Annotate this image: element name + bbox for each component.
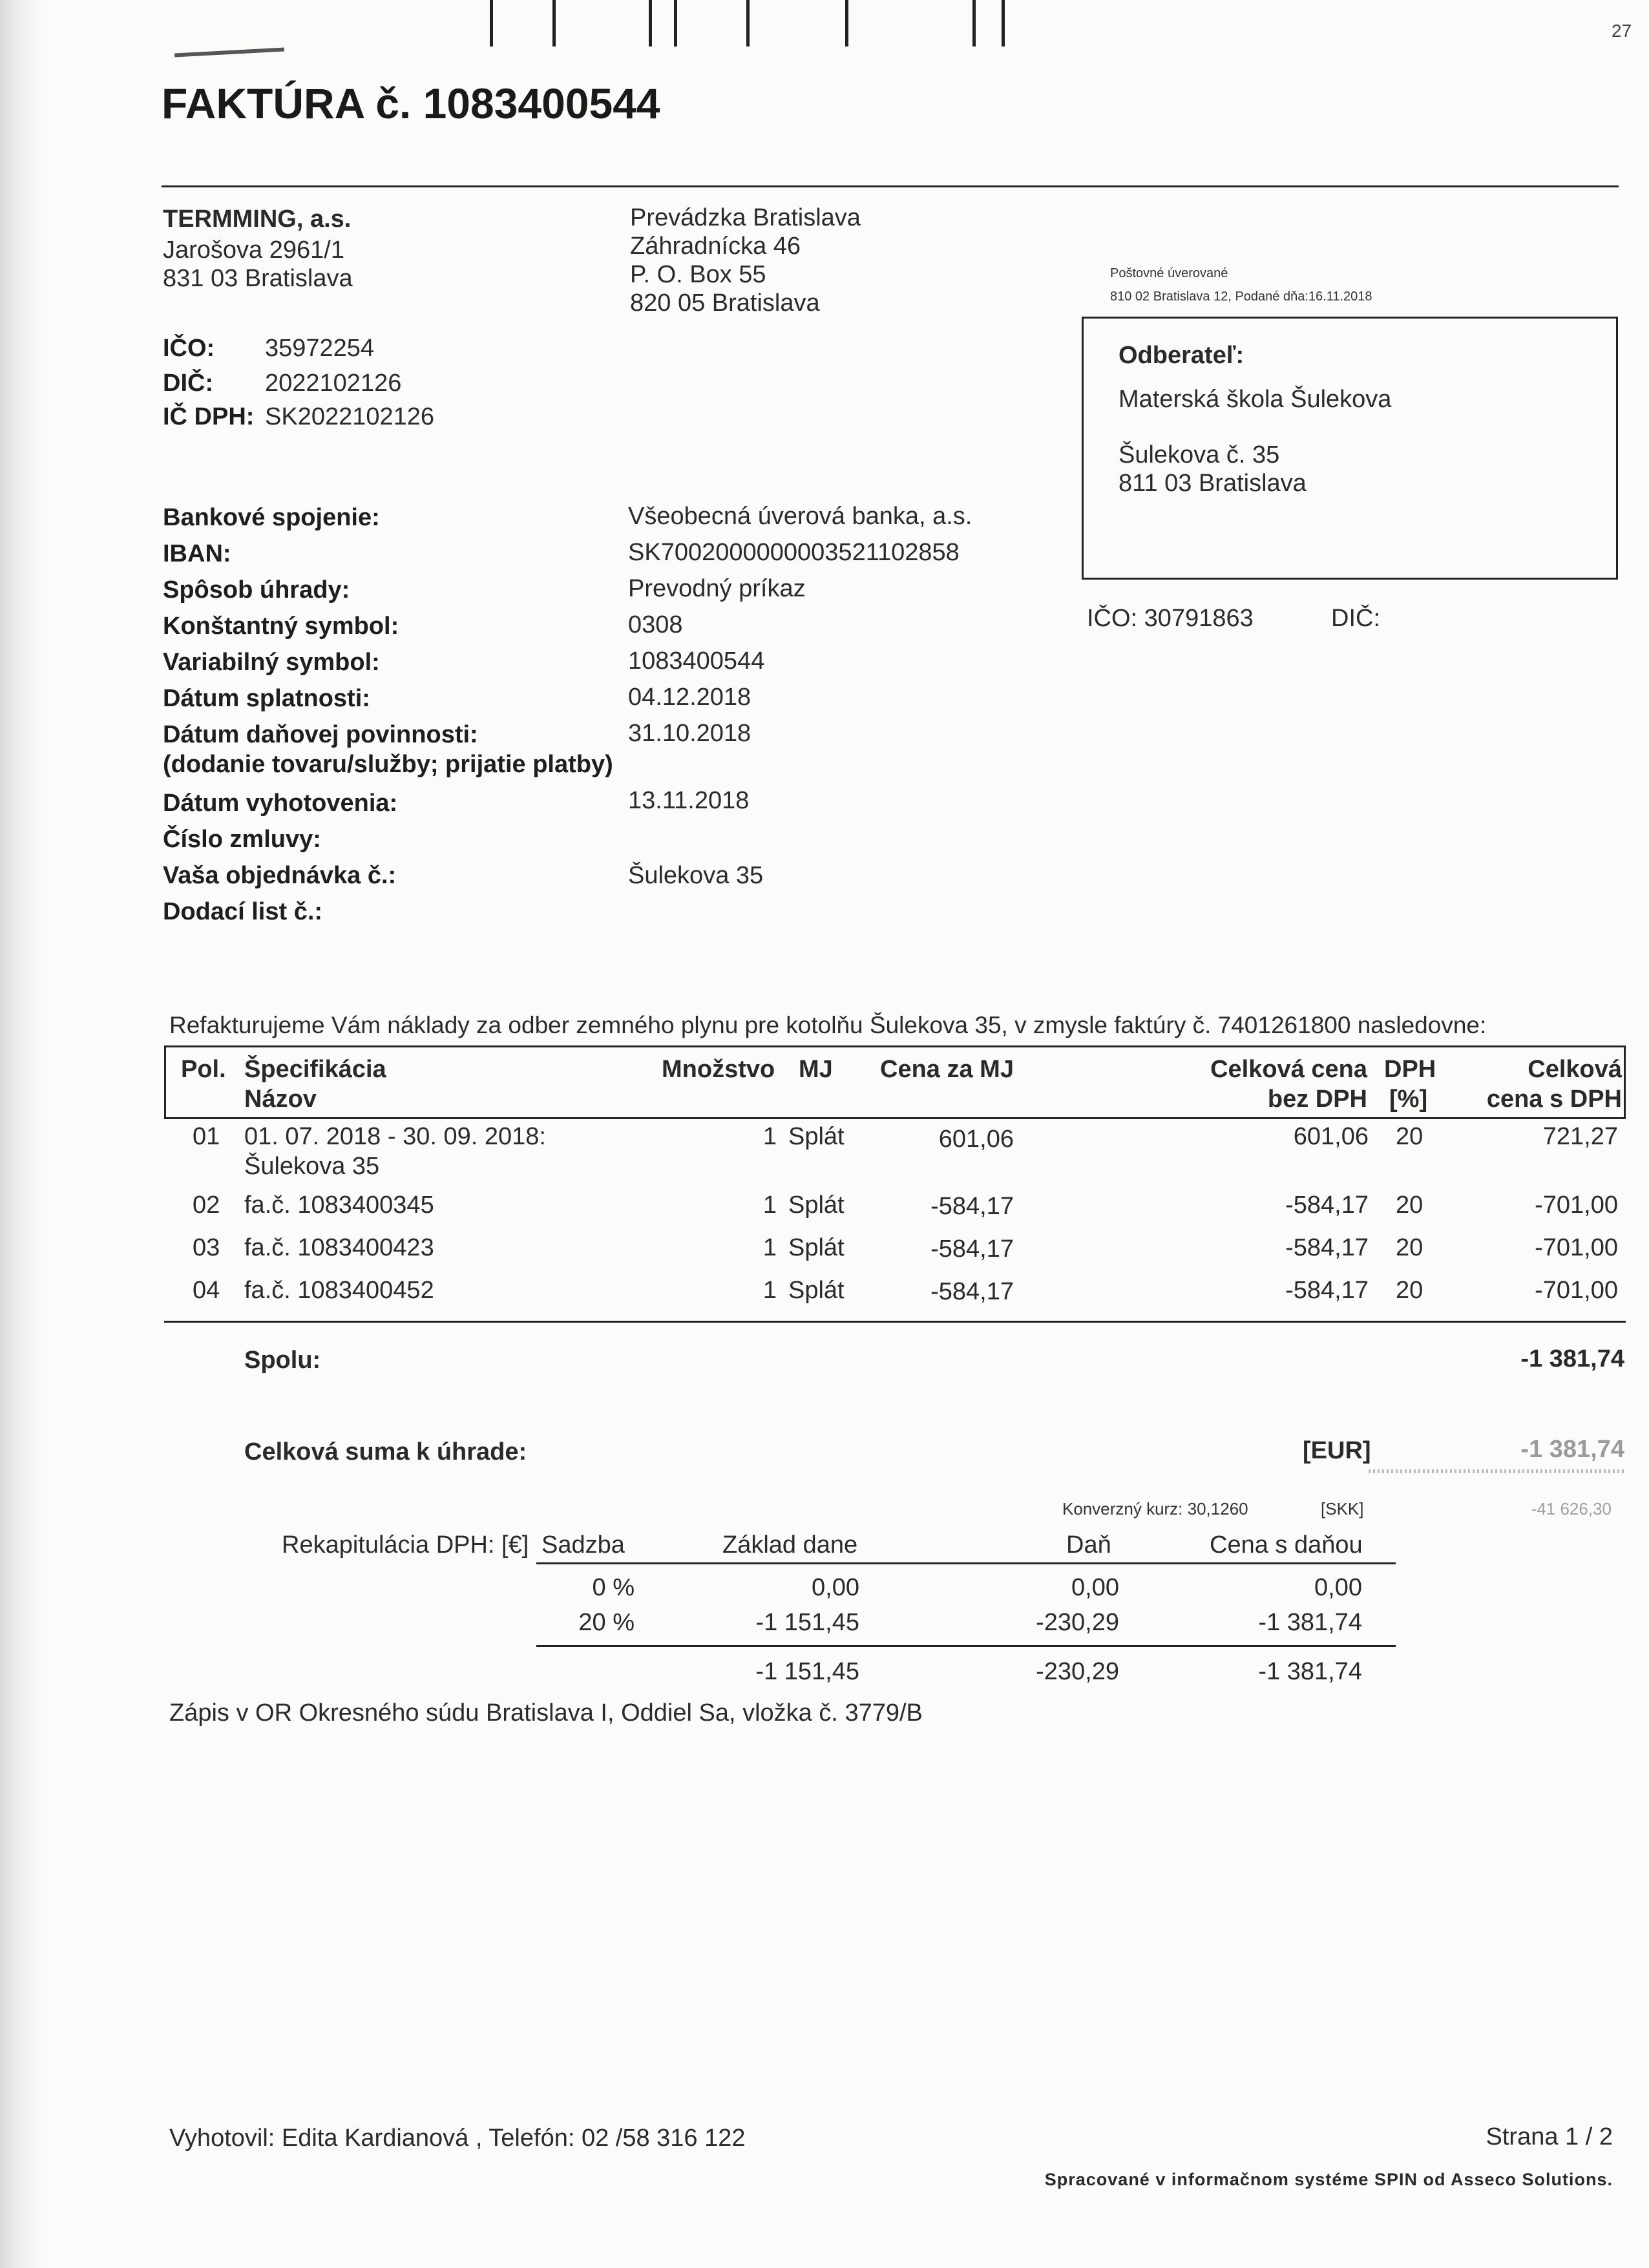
vat-tax: -230,29 (1036, 1609, 1119, 1636)
page-number: 27 (1612, 21, 1632, 41)
detail-value: 31.10.2018 (628, 720, 751, 747)
col-header-mnozstvo: Množstvo (662, 1056, 775, 1083)
customer-city: 811 03 Bratislava (1119, 470, 1307, 497)
suma-underline (1369, 1469, 1624, 1473)
detail-value: 1083400544 (628, 647, 765, 675)
supplier-icdph-label: IČ DPH: (163, 403, 255, 430)
row-dph: 20 (1396, 1192, 1423, 1219)
customer-ico: IČO: 30791863 (1087, 605, 1254, 632)
supplier-ico-label: IČO: (163, 335, 215, 362)
detail-label: Dátum splatnosti: (163, 685, 370, 712)
footer-author: Vyhotovil: Edita Kardianová , Telefón: 02 /58 316 122 (169, 2125, 746, 2152)
suma-label: Celková suma k úhrade: (244, 1438, 527, 1465)
spolu-value: -1 381,74 (1520, 1345, 1624, 1372)
customer-label: Odberateľ: (1119, 342, 1245, 369)
table-bottom-divider (164, 1321, 1626, 1323)
vat-total-base: -1 151,45 (755, 1658, 859, 1685)
row-pol: 02 (193, 1192, 220, 1219)
col-header-pol: Pol. (181, 1056, 226, 1083)
vat-base: -1 151,45 (755, 1609, 859, 1636)
row-pol: 03 (193, 1234, 220, 1261)
detail-value: Všeobecná úverová banka, a.s. (628, 503, 972, 530)
detail-label: Dátum daňovej povinnosti: (163, 721, 478, 748)
detail-label: Vaša objednávka č.: (163, 862, 397, 889)
row-mj: Splát (788, 1277, 845, 1304)
vat-base: 0,00 (812, 1574, 859, 1601)
supplier-name: TERMMING, a.s. (163, 205, 352, 233)
detail-value: SK7002000000003521102858 (628, 539, 960, 566)
vat-rate: 20 % (578, 1609, 635, 1636)
conversion-rate: Konverzný kurz: 30,1260 (1062, 1499, 1248, 1518)
vat-rate: 0 % (592, 1574, 635, 1601)
supplier-dic: 2022102126 (265, 370, 402, 397)
row-qty: 1 (762, 1277, 777, 1304)
branch-city: 820 05 Bratislava (630, 289, 820, 317)
branch-pobox: P. O. Box 55 (630, 261, 766, 288)
row-spec: fa.č. 1083400452 (244, 1277, 434, 1304)
row-pol: 04 (193, 1277, 220, 1304)
col-header-celkova: Celková cena (1210, 1056, 1367, 1083)
spolu-label: Spolu: (244, 1347, 321, 1374)
row-unit: 601,06 (938, 1126, 1014, 1153)
row-mj: Splát (788, 1123, 845, 1150)
col-header-spec: Špecifikácia (244, 1056, 386, 1083)
row-gross: -701,00 (1535, 1192, 1618, 1219)
row-pol: 01 (193, 1123, 220, 1150)
vat-total-gross: -1 381,74 (1258, 1658, 1362, 1685)
detail-value: 13.11.2018 (628, 787, 750, 814)
col-header-sdph-2: cena s DPH (1486, 1086, 1622, 1113)
col-header-dph: DPH (1384, 1056, 1436, 1083)
customer-box (1082, 317, 1618, 580)
detail-label: Spôsob úhrady: (163, 576, 350, 604)
row-unit: -584,17 (930, 1278, 1014, 1305)
detail-label: Dátum vyhotovenia: (163, 790, 398, 817)
row-total: -584,17 (1285, 1234, 1369, 1261)
supplier-icdph: SK2022102126 (265, 403, 435, 430)
row-gross: 721,27 (1542, 1123, 1618, 1150)
detail-value: 0308 (628, 611, 683, 638)
row-dph: 20 (1396, 1123, 1423, 1150)
customer-name: Materská škola Šulekova (1119, 386, 1392, 413)
conversion-skk-label: [SKK] (1321, 1499, 1364, 1518)
row-spec: 01. 07. 2018 - 30. 09. 2018: (244, 1123, 546, 1150)
row-dph: 20 (1396, 1277, 1423, 1304)
postal-line-2: 810 02 Bratislava 12, Podané dňa:16.11.2018 (1110, 289, 1372, 304)
row-gross: -701,00 (1535, 1234, 1618, 1261)
row-total: -584,17 (1285, 1192, 1369, 1219)
detail-label: Variabilný symbol: (163, 649, 380, 676)
detail-label: Číslo zmluvy: (163, 826, 321, 853)
supplier-city: 831 03 Bratislava (163, 265, 353, 292)
detail-label: (dodanie tovaru/služby; prijatie platby) (163, 751, 613, 778)
col-header-celkova-2: bez DPH (1267, 1086, 1367, 1113)
row-mj: Splát (788, 1192, 845, 1219)
customer-dic: DIČ: (1331, 605, 1380, 632)
vat-gross: -1 381,74 (1258, 1609, 1362, 1636)
row-spec: fa.č. 1083400423 (244, 1234, 434, 1261)
row-qty: 1 (762, 1192, 777, 1219)
row-unit: -584,17 (930, 1235, 1014, 1263)
col-header-nazov: Názov (244, 1086, 317, 1113)
registry-note: Zápis v OR Okresného súdu Bratislava I, Oddiel Sa, vložka č. 3779/B (169, 1699, 923, 1727)
suma-currency: [EUR] (1303, 1437, 1371, 1464)
header-divider (162, 185, 1619, 187)
row-mj: Splát (788, 1234, 845, 1261)
col-header-cena-mj: Cena za MJ (880, 1056, 1014, 1083)
col-header-mj: MJ (799, 1056, 833, 1083)
row-total: -584,17 (1285, 1277, 1369, 1304)
intro-text: Refakturujeme Vám náklady za odber zemného plynu pre kotolňu Šulekova 35, v zmysle faktúry č. 7401261800 nasledovne: (169, 1012, 1487, 1038)
conversion-skk-value: -41 626,30 (1531, 1499, 1612, 1518)
col-header-sdph: Celková (1528, 1056, 1622, 1083)
detail-value: Šulekova 35 (628, 862, 764, 889)
row-dph: 20 (1396, 1234, 1423, 1261)
vat-gross: 0,00 (1314, 1574, 1362, 1601)
row-spec: fa.č. 1083400345 (244, 1192, 434, 1219)
vat-tax: 0,00 (1071, 1574, 1119, 1601)
supplier-street: Jarošova 2961/1 (163, 236, 344, 264)
row-qty: 1 (762, 1234, 777, 1261)
branch-name: Prevádzka Bratislava (630, 204, 861, 231)
detail-value: Prevodný príkaz (628, 575, 806, 602)
detail-label: Konštantný symbol: (163, 613, 399, 640)
row-total: 601,06 (1293, 1123, 1369, 1150)
customer-street: Šulekova č. 35 (1119, 441, 1280, 468)
invoice-title: FAKTÚRA č. 1083400544 (162, 79, 660, 127)
scan-edge-shadow (0, 0, 45, 2268)
branch-street: Záhradnícka 46 (630, 233, 801, 260)
detail-value: 04.12.2018 (628, 684, 751, 711)
row-spec-2: Šulekova 35 (244, 1153, 380, 1180)
vat-header-sadzba: Sadzba (541, 1531, 625, 1559)
vat-header-cena: Cena s daňou (1210, 1531, 1363, 1559)
footer-page: Strana 1 / 2 (1486, 2123, 1613, 2150)
row-gross: -701,00 (1535, 1277, 1618, 1304)
col-header-dph-2: [%] (1389, 1086, 1428, 1113)
row-unit: -584,17 (930, 1193, 1014, 1220)
vat-total-tax: -230,29 (1036, 1658, 1119, 1685)
detail-label: IBAN: (163, 540, 231, 567)
vat-recap-label: Rekapitulácia DPH: [€] (282, 1531, 529, 1559)
detail-label: Bankové spojenie: (163, 504, 380, 531)
detail-label: Dodací list č.: (163, 898, 323, 925)
footer-system: Spracované v informačnom systéme SPIN od Asseco Solutions. (1044, 2170, 1613, 2189)
vat-header-dan: Daň (1066, 1531, 1111, 1559)
supplier-ico: 35972254 (265, 335, 375, 362)
row-qty: 1 (762, 1123, 777, 1150)
vat-header-zaklad: Základ dane (722, 1531, 858, 1559)
postal-line-1: Poštovné úverované (1110, 266, 1228, 280)
supplier-dic-label: DIČ: (163, 370, 214, 397)
suma-value: -1 381,74 (1520, 1436, 1624, 1463)
